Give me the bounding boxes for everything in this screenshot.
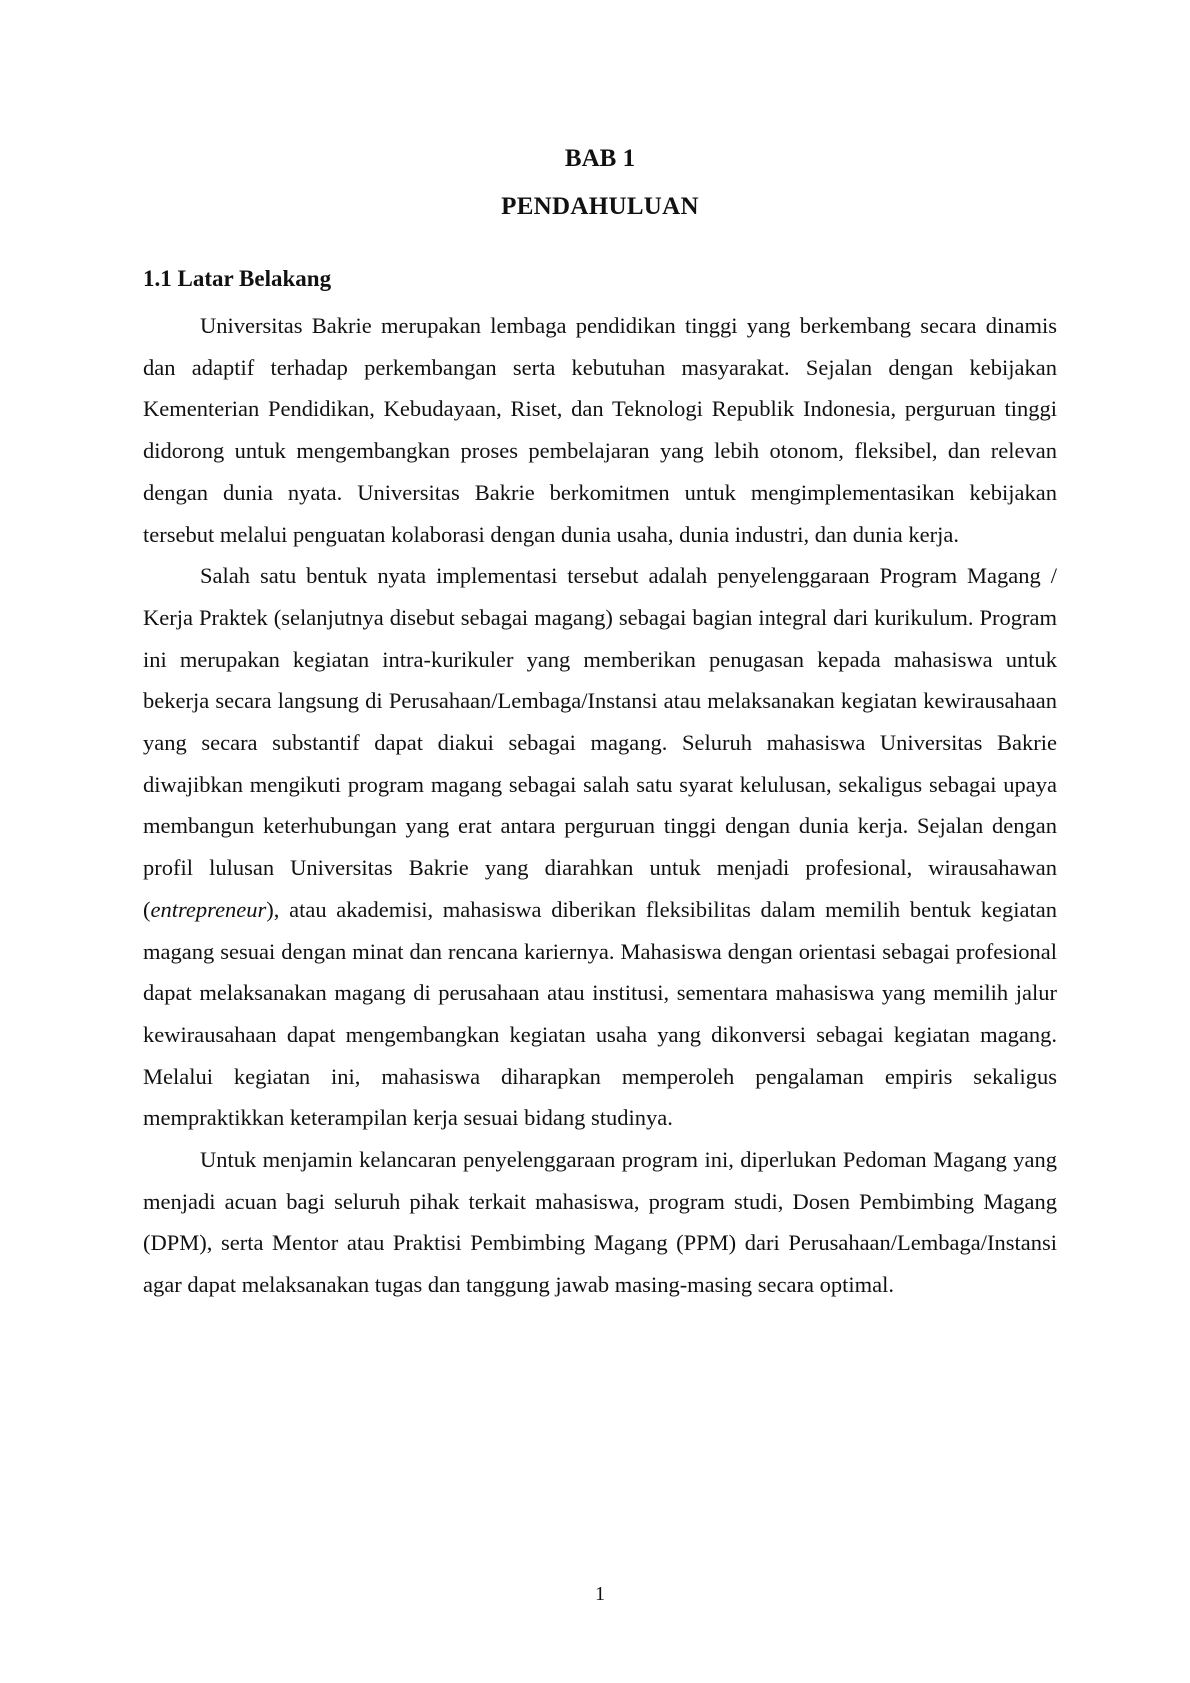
paragraph-2 — [143, 555, 1057, 1139]
paragraph-3: Untuk menjamin kelancaran penyelenggaraan program ini, diperlukan Pedoman Magang yang menjadi acuan bagi seluruh pihak terkait mahasiswa, program studi, Dosen Pembimbing Magang (DPM), serta Mentor atau Praktisi Pembimbing Magang (PPM) dari Perusahaan/Lembaga/Instansi agar dapat melaksanakan tugas dan tanggung jawab masing-masing secara optimal. — [143, 1147, 1057, 1298]
paragraph-1: Universitas Bakrie merupakan lembaga pendidikan tinggi yang berkembang secara dinamis dan adaptif terhadap perkembangan serta kebutuhan masyarakat. Sejalan dengan kebijakan Kementerian Pendidikan, Kebudayaan, Riset, dan Teknologi Republik Indonesia, perguruan tinggi didorong untuk mengembangkan proses pembelajaran yang lebih otonom, fleksibel, dan relevan dengan dunia nyata. Universitas Bakrie berkomitmen untuk mengimplementasikan kebijakan tersebut melalui penguatan kolaborasi dengan dunia usaha, dunia industri, dan dunia kerja. — [143, 313, 1057, 547]
chapter-number: BAB 1 — [564, 145, 636, 172]
page-number: 1 — [595, 1583, 605, 1605]
paragraph-2-part-2: ), atau akademisi, mahasiswa diberikan fleksibilitas dalam memilih bentuk kegiatan magang sesuai dengan minat dan rencana kariernya. Mahasiswa dengan orientasi sebagai profesional dapat melaksanakan magang di perusahaan atau institusi, sementara mahasiswa yang memilih jalur kewirausahaan dapat mengembangkan kegiatan usaha yang dikonversi sebagai kegiatan magang. Melalui kegiatan ini, mahasiswa diharapkan memperoleh pengalaman empiris sekaligus mempraktikkan keterampilan kerja sesuai bidang studinya. — [143, 896, 1057, 1131]
chapter-title: PENDAHULUAN — [501, 193, 699, 220]
body-text — [143, 305, 1057, 1306]
section-heading: 1.1 Latar Belakang — [143, 266, 332, 291]
paragraph-2-part-1: Salah satu bentuk nyata implementasi tersebut adalah penyelenggaraan Program Magang / Kerja Praktek (selanjutnya disebut sebagai magang) sebagai bagian integral dari kurikulum. Program ini merupakan kegiatan intra-kurikuler yang memberikan penugasan kepada mahasiswa untuk bekerja secara langsung di Perusahaan/Lembaga/Instansi atau melaksanakan kegiatan kewirausahaan yang secara substantif dapat diakui sebagai magang. Seluruh mahasiswa Universitas Bakrie diwajibkan mengikuti program magang sebagai salah satu syarat kelulusan, sekaligus sebagai upaya membangun keterhubungan yang erat antara perguruan tinggi dengan dunia kerja. Sejalan dengan profil lulusan Universitas Bakrie yang diarahkan untuk menjadi profesional, wirausahawan ( — [143, 563, 1057, 922]
paragraph-2-italic-term: entrepreneur — [150, 896, 267, 922]
